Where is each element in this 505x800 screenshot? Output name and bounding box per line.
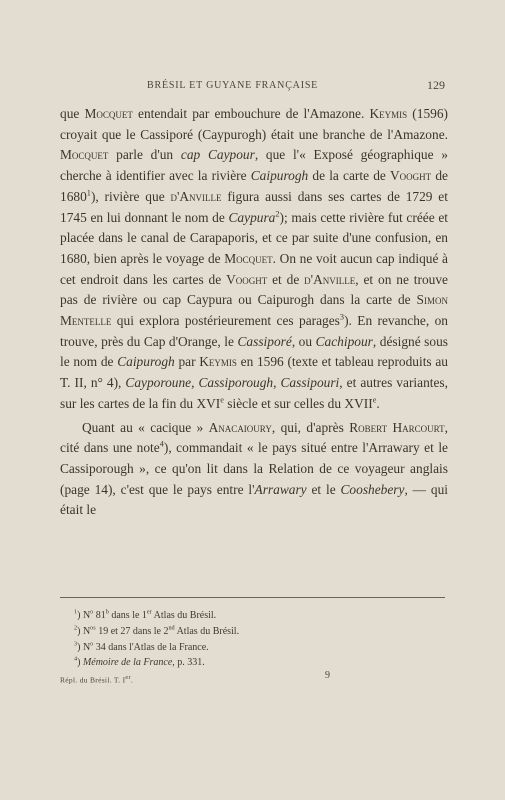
place-name: Caipurogh bbox=[250, 168, 309, 184]
footnotes bbox=[74, 608, 394, 671]
footnote: $^4$) Mémoire de la France, p. 331. bbox=[74, 656, 205, 669]
author-name: d'Anville bbox=[304, 271, 356, 287]
author-name: Keymis bbox=[199, 354, 237, 370]
signature-number: 9 bbox=[325, 670, 330, 681]
place-name: Cassiporé bbox=[237, 333, 292, 349]
place-name: Cayporoune, Cassiporough, Cassipouri bbox=[125, 375, 340, 391]
page-number: 129 bbox=[427, 78, 445, 92]
footnote: $^3$) $N^o$ 34 dans l'Atlas de la France. bbox=[74, 640, 209, 653]
place-name: Arrawary bbox=[254, 481, 307, 497]
running-header bbox=[60, 78, 445, 94]
author-name: Keymis bbox=[369, 106, 408, 121]
place-name: Cooshebery bbox=[340, 481, 405, 497]
footnote-divider bbox=[60, 597, 445, 598]
footnote-ref: 3 bbox=[339, 312, 345, 322]
paragraph-1: que Mocquet entendait par embouchure de l'Amazone. Keymis (1596) croyait que le Cassiporé (Caypurogh) était une branche de l'Amazone. Mocquet parle d'un cap Caypour, que l'« Exposé géographique » cherche à identifier avec la rivière Caipurogh de la carte de Vooght de 1680$^1$), rivière que d'Anville figura aussi dans ses cartes de 1729 et 1745 en lui donnant le nom de Caypura$^2$); mais cette rivière fut créée et placée dans le canal de Carapaporis, et ce par suite d'une confusion, en 1680, bien après le voyage de Mocquet. On ne voit aucun cap indiqué à cet endroit dans les cartes de Vooght et de d'Anville, et on ne trouve pas de rivière ou cap Caypura ou Caipurogh dans la carte de Simon Mentelle qui explora postérieurement ces parages$^3$). En revanche, on trouve, près du Cap d'Orange, le Cassiporé, ou Cachipour, désigné sous le nom de Caipurogh par Keymis en 1596 (texte et tableau reproduits au T. II, n° 4), Cayporoune, Cassiporough, Cassipouri, et autres variantes, sur les cartes de la fin du XVIe siècle et sur celles du XVIIe. bbox=[60, 106, 449, 411]
running-title: BRÉSIL ET GUYANE FRANÇAISE bbox=[147, 80, 319, 91]
person-name: Anacaioury bbox=[208, 419, 272, 435]
place-name: cap Caypour bbox=[180, 147, 255, 163]
footnote-ref: 2 bbox=[275, 209, 280, 219]
footnote: $^2$) $N^{os}$ 19 et 27 dans le 2nd Atlas du Brésil. bbox=[74, 624, 240, 637]
author-name: Mocquet bbox=[84, 106, 133, 121]
footnote-ref: 4 bbox=[159, 439, 164, 449]
author-name: Mocquet bbox=[60, 147, 109, 163]
author-name: Mocquet bbox=[224, 250, 273, 266]
footnote-ref: 1 bbox=[86, 188, 91, 198]
place-name: Caipurogh bbox=[117, 354, 175, 370]
author-name: Robert Harcourt bbox=[349, 419, 445, 435]
place-name: Cachipour bbox=[315, 333, 373, 349]
footnote: $^1$) $N^o$ 81$^b$ dans le 1er Atlas du Brésil. bbox=[74, 608, 217, 621]
paragraph-2: Quant au « cacique » Anacaioury, qui, d'après Robert Harcourt, cité dans une note$^4$), commandait « le pays situé entre l'Arrawary et le Cassiporough », ce qu'on lit dans la Relation de ce voyageur anglais (page 14), c'est que le pays entre l'Arrawary et le Cooshebery, — qui était le bbox=[60, 419, 449, 518]
author-name: Vooght bbox=[226, 271, 268, 287]
printer-signature: Répl. du Brésil. T. Ier. bbox=[60, 674, 134, 685]
author-name: Vooght bbox=[390, 168, 432, 184]
author-name: d'Anville bbox=[170, 188, 222, 204]
place-name: Caypura bbox=[228, 209, 276, 225]
main-text bbox=[60, 104, 448, 521]
author-name: Simon Mentelle bbox=[60, 292, 448, 329]
